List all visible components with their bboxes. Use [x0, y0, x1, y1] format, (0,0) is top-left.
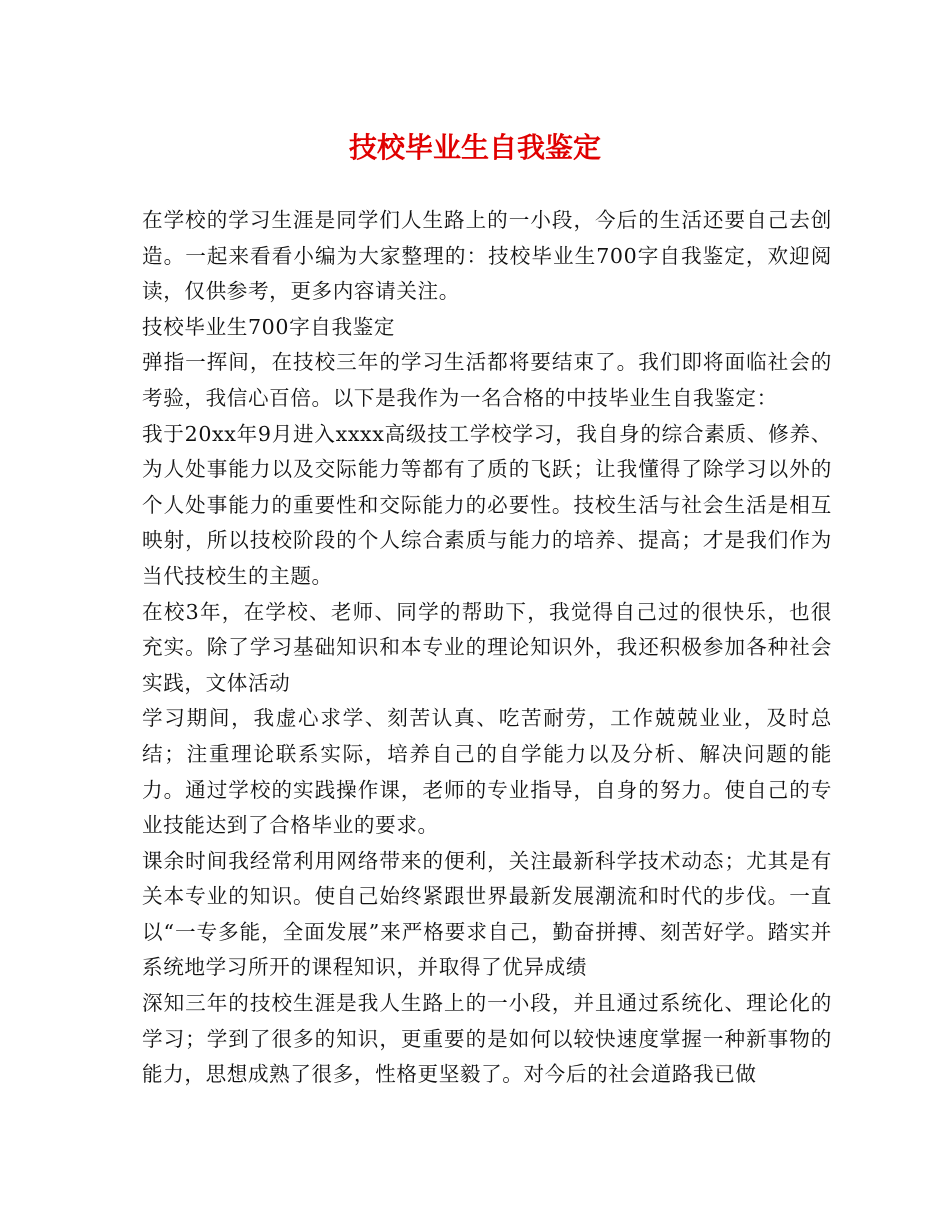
paragraph-opening: 弹指一挥间，在技校三年的学习生活都将要结束了。我们即将面临社会的考验，我信心百倍。以下是我作为一名合格的中技毕业生自我鉴定：	[142, 350, 832, 410]
paragraph-subheading: 技校毕业生700字自我鉴定	[142, 314, 396, 339]
paragraph-enrollment: 我于20xx年9月进入xxxx高级技工学校学习，我自身的综合素质、修养、为人处事能力以及交际能力等都有了质的飞跃；让我懂得了除学习以外的个人处事能力的重要性和交际能力的必要性。技校生活与社会生活是相互映射，所以技校阶段的个人综合素质与能力的培养、提高；才是我们作为当代技校生的主题。	[142, 421, 832, 588]
document-body	[142, 203, 832, 1093]
paragraph-intro: 在学校的学习生涯是同学们人生路上的一小段，今后的生活还要自己去创造。一起来看看小编为大家整理的：技校毕业生700字自我鉴定，欢迎阅读，仅供参考，更多内容请关注。	[142, 208, 832, 304]
paragraph-conclusion: 深知三年的技校生涯是我人生路上的一小段，并且通过系统化、理论化的学习；学到了很多的知识，更重要的是如何以较快速度掌握一种新事物的能力，思想成熟了很多，性格更坚毅了。对今后的社会道路我已做	[142, 991, 832, 1087]
paragraph-study-period: 学习期间，我虚心求学、刻苦认真、吃苦耐劳，工作兢兢业业，及时总结；注重理论联系实际，培养自己的自学能力以及分析、解决问题的能力。通过学校的实践操作课，老师的专业指导，自身的努力。使自己的专业技能达到了合格毕业的要求。	[142, 706, 832, 838]
paragraph-three-years: 在校3年，在学校、老师、同学的帮助下，我觉得自己过的很快乐，也很充实。除了学习基础知识和本专业的理论知识外，我还积极参加各种社会实践，文体活动	[142, 599, 832, 695]
document-title: 技校毕业生自我鉴定	[348, 131, 601, 164]
paragraph-spare-time: 课余时间我经常利用网络带来的便利，关注最新科学技术动态；尤其是有关本专业的知识。使自己始终紧跟世界最新发展潮流和时代的步伐。一直以“一专多能，全面发展”来严格要求自己，勤奋拼搏、刻苦好学。踏实并系统地学习所开的课程知识，并取得了优异成绩	[142, 848, 832, 980]
